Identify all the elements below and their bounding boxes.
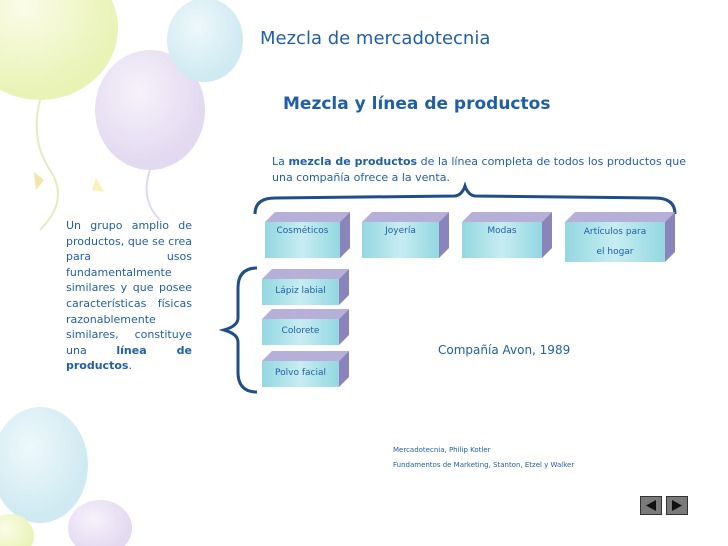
product-label: Colorete xyxy=(281,326,320,336)
reference-2: Fundamentos de Marketing, Stanton, Etzel y Walker xyxy=(393,461,575,469)
company-caption: Compañía Avon, 1989 xyxy=(438,343,571,357)
slide-title: Mezcla de mercadotecnia xyxy=(260,28,491,49)
triangle-left-icon xyxy=(641,497,661,514)
previous-slide-button[interactable] xyxy=(640,496,662,515)
left-bracket xyxy=(224,268,257,392)
product-line-note-text: Un grupo amplio de productos, que se crea para usos fundamentalmente similares y que posee características físicas razonablemente similares, constituye una xyxy=(66,219,192,357)
category-box-fashion xyxy=(462,212,552,258)
category-label: Joyería xyxy=(385,226,416,236)
category-box-cosmetics xyxy=(265,212,350,258)
category-label: Cosméticos xyxy=(276,226,329,236)
product-box-powder xyxy=(262,351,349,387)
top-bracket xyxy=(255,186,675,214)
triangle-right-icon xyxy=(667,497,687,514)
definition-text xyxy=(272,154,686,186)
reference-1: Mercadotecnia, Philip Kotler xyxy=(393,446,491,454)
next-slide-button[interactable] xyxy=(666,496,688,515)
product-line-note xyxy=(66,218,192,374)
product-line-term: línea de productos xyxy=(66,343,193,373)
slide-subtitle: Mezcla y línea de productos xyxy=(283,94,551,114)
product-label: Lápiz labial xyxy=(275,286,326,296)
definition-term: mezcla de productos xyxy=(288,155,418,168)
category-label: Modas xyxy=(487,226,517,236)
product-box-blush xyxy=(262,309,349,345)
definition-prefix: La xyxy=(272,155,289,168)
category-box-home xyxy=(565,212,675,262)
product-box-lipstick xyxy=(262,269,349,305)
definition-rest: de la línea completa de todos los productos que una compañía ofrece a la venta. xyxy=(272,155,686,184)
category-box-jewelry xyxy=(362,212,449,258)
product-line-note-end: . xyxy=(128,359,132,373)
category-label: Artículos para el hogar xyxy=(583,227,647,257)
product-label: Polvo facial xyxy=(275,368,326,378)
